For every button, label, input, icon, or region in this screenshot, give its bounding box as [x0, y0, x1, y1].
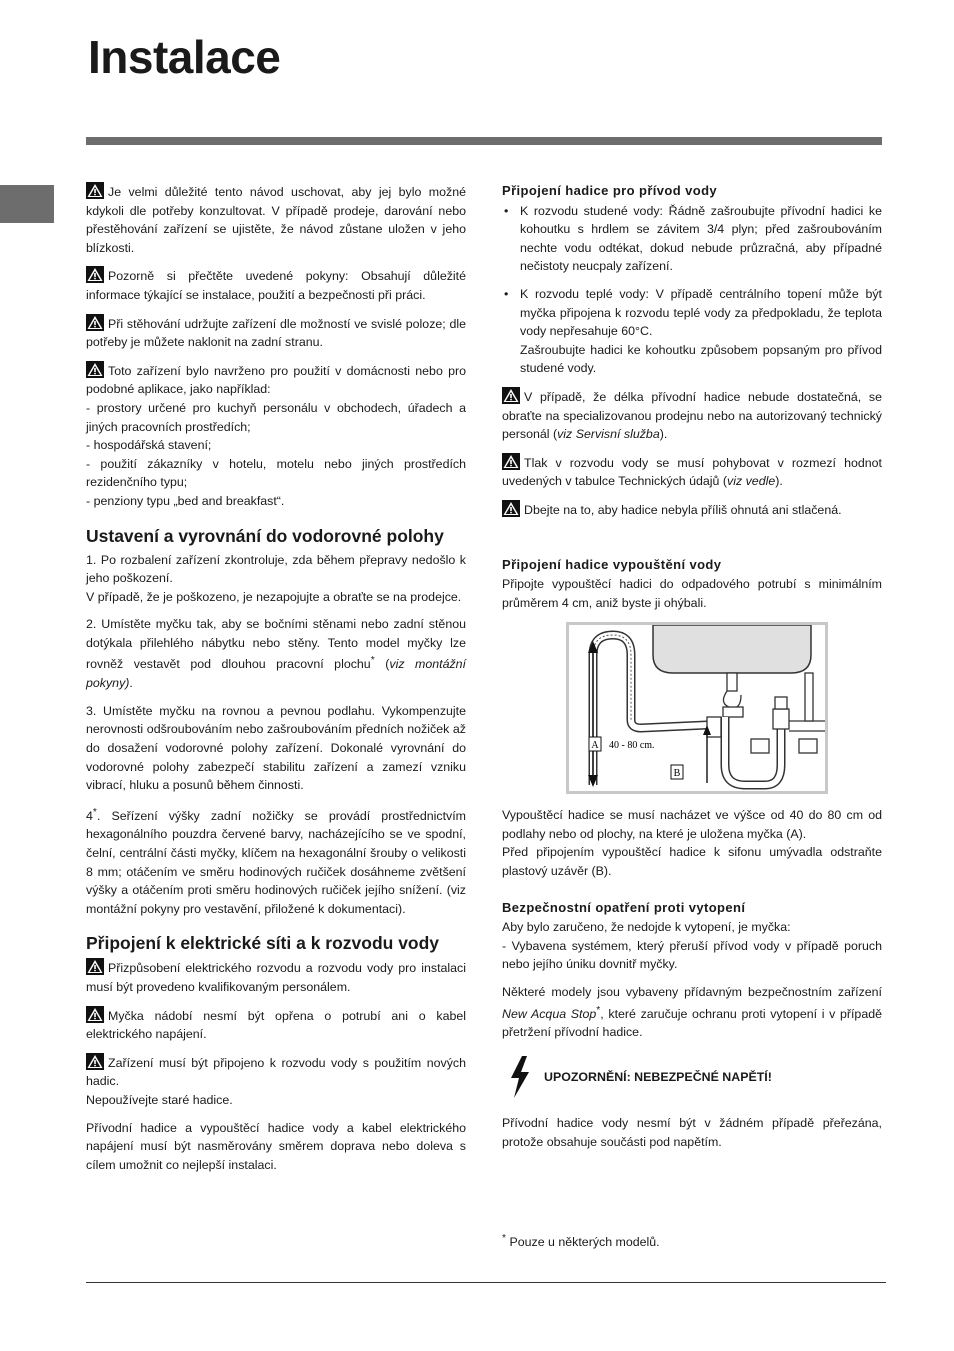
paragraph: Některé modely jsou vybaveny přídavným bezpečnostním zařízení New Acqua Stop*, které zaručuje ochranu proti vytopení i v případě přetržení přívodní hadice. — [502, 985, 882, 1040]
list-item: - použití zákazníky v hotelu, motelu nebo jiných prostředích rezidenčního typu; — [86, 456, 466, 490]
lightning-bolt-icon — [508, 1056, 532, 1098]
warning-icon — [86, 266, 104, 283]
paragraph: Myčka nádobí nesmí být opřena o potrubí ani o kabel elektrického napájení. — [86, 1006, 466, 1044]
label-a: A — [591, 740, 599, 752]
paragraph: Při stěhování udržujte zařízení dle možností ve svislé poloze; dle potřeby je můžete naklonit na zadní stranu. — [86, 314, 466, 352]
range-label: 40 - 80 cm. — [609, 740, 655, 752]
bullet-list — [502, 202, 882, 378]
footer-rule — [86, 1282, 886, 1283]
paragraph: Nepoužívejte staré hadice. — [86, 1093, 233, 1107]
left-column — [86, 182, 466, 1183]
list-item: - prostory určené pro kuchyň personálu v obchodech, úřadech a jiných pracovních prostředích; — [86, 400, 466, 434]
right-column — [502, 182, 882, 1160]
paragraph: 2. Umístěte myčku tak, aby se bočními stěnami nebo zadní stěnou dotýkala přilehlého nábytku nebo stěny. Tento model myčky lze rovněž vestavět pod dlouhou pracovní plochu* (viz montážní pokyny). — [86, 617, 466, 691]
list-item: • K rozvodu studené vody: Řádně zašroubujte přívodní hadici ke kohoutku s hrdlem se závitem 3/4 plyn; před zašroubováním nechte vodu odtékat, dokud nebude průzračná, aby případné nečistoty neucpaly zařízení. — [502, 202, 882, 276]
paragraph: 4*. Seřízení výšky zadní nožičky se provádí prostřednictvím hexagonálního pouzdra červené barvy, nacházejícího se ve spodní, čelní, centrální části myčky, klíčem na hexagonální šrouby o velikosti 8 mm; otáčením ve směru hodinových ručiček dosáhneme zvětšení výšky a otáčením proti směru hodinových ručiček jejího snížení. (viz montážní pokyny pro vestavění, přiložené k dokumentaci). — [86, 806, 466, 916]
paragraph: Přívodní hadice a vypouštěcí hadice vody a kabel elektrického napájení musí být nasměrovány směrem doprava nebo doleva s cílem umožnit co nejlepší instalaci. — [86, 1120, 466, 1172]
warning-icon — [86, 1053, 104, 1070]
warning-icon — [502, 500, 520, 517]
side-tab-marker — [0, 185, 54, 223]
paragraph: V případě, že délka přívodní hadice nebude dostatečná, se obraťte na specializovanou prodejnu nebo na autorizovaný technický personál (viz Servisní služba). — [502, 387, 882, 444]
list-item: • K rozvodu teplé vody: V případě centrálního topení může být myčka připojena k rozvodu teplé vody za předpokladu, že teplota vody nepřesahuje 60°C. Zašroubujte hadici ke kohoutku způsobem popsaným pro přívod studené vody. — [502, 285, 882, 378]
warning-icon — [86, 361, 104, 378]
header-rule — [86, 137, 882, 145]
warning-icon — [86, 1006, 104, 1023]
section-heading-inlet: Připojení hadice pro přívod vody — [502, 183, 718, 198]
list-item: - hospodářská stavení; — [86, 438, 212, 453]
section-heading-leveling: Ustavení a vyrovnání do vodorovné polohy — [86, 525, 444, 546]
warning-icon — [502, 453, 520, 470]
footnote: * Pouze u některých modelů. — [502, 1233, 660, 1250]
paragraph: V případě, že je poškozeno, je nezapojujte a obraťte se na prodejce. — [86, 589, 462, 604]
section-heading-electric: Připojení k elektrické síti a k rozvodu vody — [86, 933, 440, 954]
paragraph: Pozorně si přečtěte uvedené pokyny: Obsahují důležité informace týkající se instalace, použití a bezpečnosti při práci. — [86, 266, 466, 304]
paragraph: 3. Umístěte myčku na rovnou a pevnou podlahu. Vykompenzujte nerovnosti odšroubováním nebo zašroubováním předních nožiček až do dosažení vodorovné polohy zařízení. Dokonalé vyrovnání do vodorovné polohy zabezpečí stabilitu zařízení a zamezí vzniku vibrací, hluku a posunů během činnosti. — [86, 703, 466, 793]
list-item: - penziony typu „bed and breakfast“. — [86, 493, 285, 508]
voltage-warning-text: UPOZORNĚNÍ: NEBEZPEČNÉ NAPĚTÍ! — [544, 1069, 772, 1084]
paragraph: Toto zařízení bylo navrženo pro použití v domácnosti nebo pro podobné aplikace, jako například: — [86, 361, 466, 399]
page-title: Instalace — [88, 31, 281, 83]
paragraph: Přizpůsobení elektrického rozvodu a rozvodu vody pro instalaci musí být provedeno kvalifikovaným personálem. — [86, 958, 466, 996]
label-b: B — [673, 768, 681, 780]
paragraph: Přívodní hadice vody nesmí být v žádném případě přeřezána, protože obsahuje součásti pod napětím. — [502, 1115, 882, 1149]
warning-icon — [502, 387, 520, 404]
paragraph: Aby bylo zaručeno, že nedojde k vytopení, je myčka: — [502, 920, 791, 935]
section-heading-flood: Bezpečnostní opatření proti vytopení — [502, 899, 746, 915]
paragraph: - Vybavena systémem, který přeruší přívod vody v případě poruch nebo jejího úniku dovnitř myčky. — [502, 938, 882, 972]
warning-icon — [86, 958, 104, 975]
paragraph: Zařízení musí být připojeno k rozvodu vody s použitím nových hadic. — [86, 1053, 466, 1091]
paragraph: Vypouštěcí hadice se musí nacházet ve výšce od 40 do 80 cm od podlahy nebo od plochy, na které je uložena myčka (A). — [502, 808, 882, 841]
warning-icon — [86, 314, 104, 331]
paragraph: Je velmi důležité tento návod uschovat, aby jej bylo možné kdykoli dle potřeby konzultovat. V případě prodeje, darování nebo přestěhování zařízení se ujistěte, že návod zůstane uložen v jeho blízkosti. — [86, 182, 466, 257]
paragraph: Před připojením vypouštěcí hadice k sifonu umývadla odstraňte plastový uzávěr (B). — [502, 845, 882, 879]
paragraph: 1. Po rozbalení zařízení zkontroluje, zda během přepravy nedošlo k jeho poškození. — [86, 552, 466, 586]
section-heading-drain: Připojení hadice vypouštění vody — [502, 556, 722, 572]
drain-hose-diagram — [566, 622, 828, 794]
warning-icon — [86, 182, 104, 199]
voltage-warning — [508, 1056, 882, 1098]
paragraph: Tlak v rozvodu vody se musí pohybovat v rozmezí hodnot uvedených v tabulce Technických údajů (viz vedle). — [502, 453, 882, 491]
paragraph: Připojte vypouštěcí hadici do odpadového potrubí s minimálním průměrem 4 cm, aniž byste ji ohýbali. — [502, 577, 882, 610]
paragraph: Dbejte na to, aby hadice nebyla příliš ohnutá ani stlačená. — [502, 500, 882, 520]
